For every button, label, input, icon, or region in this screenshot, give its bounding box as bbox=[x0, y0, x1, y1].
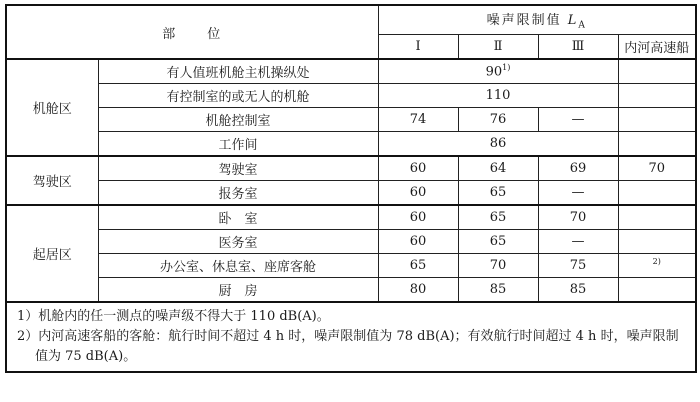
inland-cell bbox=[618, 254, 696, 278]
class2-cell: 64 bbox=[458, 156, 538, 181]
inland-cell bbox=[618, 230, 696, 254]
class-header-1: Ⅰ bbox=[378, 35, 458, 60]
inland-cell bbox=[618, 181, 696, 206]
class-header-3: Ⅲ bbox=[538, 35, 618, 60]
document-page bbox=[5, 4, 695, 398]
class1-cell: 74 bbox=[378, 108, 458, 132]
location-cell: 厨 房 bbox=[98, 278, 378, 303]
inland-cell: 70 bbox=[618, 156, 696, 181]
class3-cell: 75 bbox=[538, 254, 618, 278]
footnote-marker: 1) bbox=[502, 63, 511, 73]
value-text: 90 bbox=[485, 64, 503, 80]
class1-cell: 60 bbox=[378, 156, 458, 181]
merged-value-cell: 86 bbox=[378, 132, 618, 157]
inland-cell bbox=[618, 108, 696, 132]
inland-cell bbox=[618, 278, 696, 303]
footnote-2-continuation: 值为 75 dB(A)。 bbox=[35, 349, 137, 364]
class2-cell: 85 bbox=[458, 278, 538, 303]
class1-cell: 65 bbox=[378, 254, 458, 278]
location-cell: 卧 室 bbox=[98, 205, 378, 230]
class2-cell: 65 bbox=[458, 205, 538, 230]
group-label-bridge: 驾驶区 bbox=[6, 156, 98, 205]
noise-limit-subscript: A bbox=[578, 20, 587, 31]
footnote-1: 1）机舱内的任一测点的噪声级不得大于 110 dB(A)。 bbox=[17, 309, 330, 324]
noise-limit-table bbox=[5, 4, 697, 373]
inland-cell bbox=[618, 59, 696, 84]
location-header: 部 位 bbox=[6, 5, 378, 59]
class3-cell: 69 bbox=[538, 156, 618, 181]
class2-cell: 70 bbox=[458, 254, 538, 278]
location-cell: 办公室、休息室、座席客舱 bbox=[98, 254, 378, 278]
group-label-accommodation: 起居区 bbox=[6, 205, 98, 302]
merged-value-cell bbox=[378, 59, 618, 84]
class-header-2: Ⅱ bbox=[458, 35, 538, 60]
location-cell: 有人值班机舱主机操纵处 bbox=[98, 59, 378, 84]
noise-limit-header bbox=[378, 5, 696, 35]
class1-cell: 60 bbox=[378, 205, 458, 230]
class1-cell: 80 bbox=[378, 278, 458, 303]
class2-cell: 65 bbox=[458, 181, 538, 206]
inland-cell bbox=[618, 132, 696, 157]
location-cell: 驾驶室 bbox=[98, 156, 378, 181]
merged-value-cell: 110 bbox=[378, 84, 618, 108]
inland-cell bbox=[618, 84, 696, 108]
class3-cell: 85 bbox=[538, 278, 618, 303]
class1-cell: 60 bbox=[378, 181, 458, 206]
footnote-marker: 2) bbox=[652, 257, 661, 267]
location-cell: 机舱控制室 bbox=[98, 108, 378, 132]
class3-cell: — bbox=[538, 108, 618, 132]
footnote-2: 2）内河高速客船的客舱：航行时间不超过 4 h 时，噪声限制值为 78 dB(A)；有效航行时间超过 4 h 时，噪声限制 bbox=[17, 329, 679, 344]
class3-cell: — bbox=[538, 230, 618, 254]
location-cell: 医务室 bbox=[98, 230, 378, 254]
table-notes bbox=[6, 302, 696, 372]
noise-limit-symbol: L bbox=[567, 13, 579, 29]
inland-cell bbox=[618, 205, 696, 230]
location-cell: 工作间 bbox=[98, 132, 378, 157]
group-label-engine-room: 机舱区 bbox=[6, 59, 98, 156]
class3-cell: 70 bbox=[538, 205, 618, 230]
class-header-inland: 内河高速船 bbox=[618, 35, 696, 60]
noise-limit-header-label: 噪声限制值 bbox=[486, 13, 568, 29]
location-cell: 报务室 bbox=[98, 181, 378, 206]
class1-cell: 60 bbox=[378, 230, 458, 254]
class3-cell: — bbox=[538, 181, 618, 206]
class2-cell: 76 bbox=[458, 108, 538, 132]
class2-cell: 65 bbox=[458, 230, 538, 254]
location-cell: 有控制室的或无人的机舱 bbox=[98, 84, 378, 108]
